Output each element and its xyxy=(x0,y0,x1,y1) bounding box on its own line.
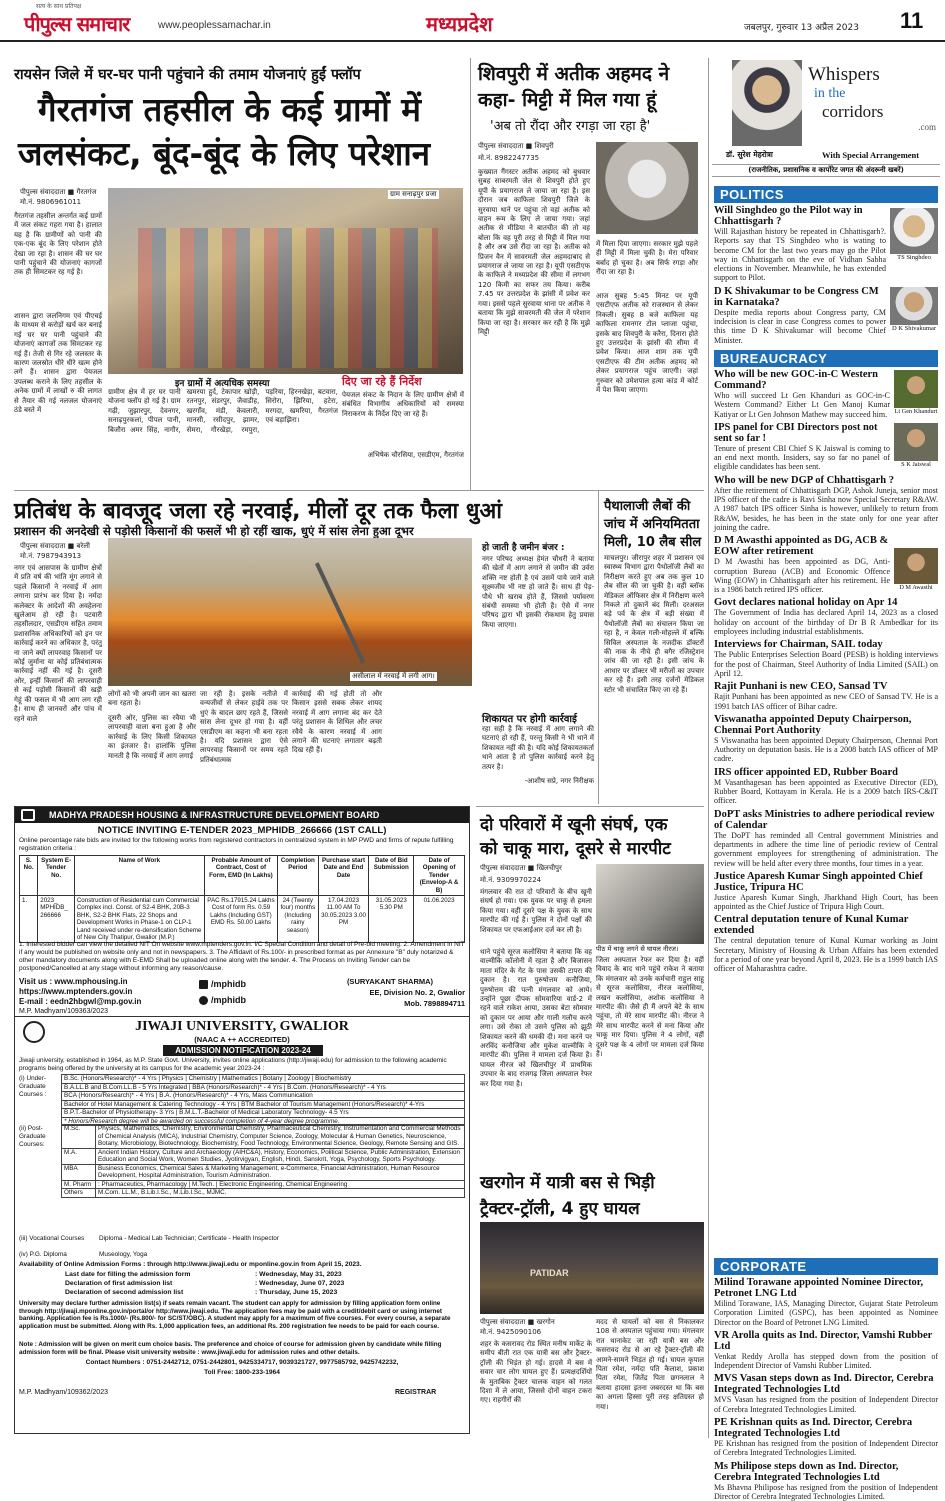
ad2-pg-val: : Pharmaceutics, Pharmacology | M.Tech. | Electronic Engineering, Chemical Engineering xyxy=(96,1180,465,1189)
list-item xyxy=(714,1277,938,1327)
list-item xyxy=(714,419,938,472)
whispers-header xyxy=(712,58,940,162)
bureaucracy-body: M Vasanthagesan has been appointed as Executive Director (ED), Rubber Board, Kottayam in Kerala. He is a 2009 batch IRS-C&IT officer. xyxy=(714,777,938,806)
ad2-pg-key: M. Pharm xyxy=(62,1180,96,1189)
ad1-intro: Online percentage rate bids are invited for the following works from registered contractors in centralized system in MP PWD and firms of repute fulfilling registration criteria : xyxy=(19,837,454,852)
politics-caption: D K Shivakumar xyxy=(891,324,937,332)
corporate-body: Venkat Reddy Arolla has stepped down from the position of Independent Director of Vamshi Rubber Limited. xyxy=(714,1351,938,1371)
list-item xyxy=(714,809,938,868)
ad1-ref: M.P. Madhyam/109363/2023 xyxy=(19,1008,108,1015)
story1-headline-2: जलसंकट, बूंद-बूंद के लिए परेशान xyxy=(18,134,431,173)
ad2-subtitle: (NAAC A ++ ACCREDITED) xyxy=(194,1035,290,1044)
bureaucracy-title: IPS panel for CBI Directors post not sent so far ! xyxy=(714,421,878,444)
whispers-logo-l2: in the xyxy=(814,86,846,101)
ad2-ug-label: (i) Under-Graduate Courses : xyxy=(19,1075,47,1098)
story5-body-3: जिला अस्पताल रेफर कर दिया है। वहीं विवाद के बाद थाने पहुंचे राकेश ने बताया कि मंगलवार को उनके कर्मचारी राहुल साहू से सूरज कलोसिया, नीरज कलोसिया, लखन कलोसिया, अशोक कलोसिया ने मारपीट की। जैसे ही मैं अपने बेटे के साथ पहुंचा, तो मेरे साथ मारपीट की। नीरज ने मेरे साथ मारपीट करने से मना किया और चाकू मार दिया। पुलिस ने 4 लोगों, वहीं दूसरे पक्ष के 4 लोगों पर मामला दर्ज किया है। xyxy=(596,956,704,1059)
story1-byline: पीपुल्स संवाददाता ■ गैरतगंज xyxy=(20,188,97,196)
story6-headline-2: ट्रैक्टर-ट्रॉली, 4 हुए घायल xyxy=(480,1199,640,1219)
ad1-th: Date of Bid Submission xyxy=(369,856,414,896)
bureaucracy-title: Viswanatha appointed Deputy Chairperson, Chennai Port Authority xyxy=(714,713,912,736)
story5-body-2: थाने पहुंचे सूरज कलोसिया ने बताया कि वह वाल्मीकि कॉलोनी में रहता है और बिजासन माता मंदिर के गेट के पास उसकी टापरा की दुकान है। रात पुरुषोत्तम कनौजिया, पुरुषोत्तम की पत्नी मंगलवार को आये। उन्होंने पूछा दीपक सोमवारिया वार्ड-2 में रहने वाले राकेश आया, उसका बेटा सोमवार को दुकान पर आया और गाली गलौच करने लगा। उसे रोका तो उसने पुलिस को झूठी शिकायत करने की धमकी दी। मना करने पर अरविंद कनौजिया और मुकेश वाल्मीकि ने मारपीट की। पुलिस ने मामला दर्ज किया है। घायल नीरज को खिलचीपुर में प्राथमिक उपचार के बाद राजगढ़ जिला अस्पताल रेफर कर दिया गया है। xyxy=(480,948,592,1088)
bureaucracy-body: After the retirement of Chhattisgarh DGP, Ashok Juneja, senior most IPS officer of the cadre is Ravi Sinha now Special Secretary R&AW. A 1987 batch IPS officer Sinha is however, unlikely to return from R&AW, besides, he has been in the state only for one year after joining the cadre. xyxy=(714,485,938,532)
bureaucracy-title: IRS officer appointed ED, Rubber Board xyxy=(714,766,898,778)
ad1-td: 24 (Twenty four) months (Including rainy season) xyxy=(278,896,319,943)
ad2-pg-key: M.Sc. xyxy=(62,1125,96,1149)
ad1-th: System E-Tender No. xyxy=(38,856,75,896)
masthead-logo: पीपुल्स समाचार xyxy=(24,12,130,36)
ad1-td: PAC Rs.17915.24 Lakhs Cost of form Rs. 0.59 Lakhs (Including GST) EMD Rs. 50.00 Lakhs xyxy=(204,896,277,943)
corporate-title: Milind Torawane appointed Nominee Director, Petronet LNG Ltd xyxy=(714,1277,924,1299)
ad2-date-val: : Wednesday, May 31, 2023 xyxy=(255,1271,342,1278)
list-item xyxy=(714,597,938,636)
story5-byline: पीपुल्स संवाददाता ■ खिलचीपुर xyxy=(480,864,562,872)
ad2-pg-val: Business Economics, Chemical Sales & Marketing Management, e-Commerce, Financial Administration, Human Resource Development, Hospital Administration, Tourism Administration. xyxy=(96,1164,465,1180)
ad1-td: 1. xyxy=(20,896,38,943)
bureaucracy-body: Justice Aparesh Kumar Singh, Jharkhand High Court, has been appointed as the Chief Justice of Tripura High Court. xyxy=(714,892,938,912)
ad2-ug-row: Bachelor of Hotel Management & Catering Technology - 4 Yrs | BTM Bachelor of Tourism Management (Honors/Research)* 4-Yrs xyxy=(62,1100,465,1109)
story3-body-1: नगर एवं आसपास के ग्रामीण क्षेत्रों में प्रति वर्ष की भांति मूंग लगाने से पहले किसानों ने नरवाई में आग लगाना प्रारंभ कर दिया है। नर्मदा कलेक्टर के आदेशों की अवहेलना खुलेआम हो रही है। पटवारी तहसीलदार, एसडीएम सहित तमाम प्रशासनिक अधिकारियों को इन पर कार्रवाई करने का अधिकार है, परंतु ना जाने क्यों लापरवाह किसानों पर कोई जुर्माना या कोई प्रतिबंधात्मक कार्रवाई नहीं की गई है। दूसरी ओर, इन्हीं किसानों की लापरवाही से कई पड़ोसी किसानों की खड़ी गेहूं की फसल में भी आग लग रही है। साथ ही जानवरों और पांच में रहने वाले xyxy=(14,564,102,723)
bureaucracy-body: Who will succeed Lt Gen Khanduri as GOC-in-C Western Command? Either Lt Gen Manoj Kumar Katiyar or Lt Gen Johnson Mathew may succeed him. xyxy=(714,391,890,419)
story3-byline: पीपुल्स संवाददाता ■ बरेली xyxy=(20,542,90,550)
ad2-notice: ADMISSION NOTIFICATION 2023-24 xyxy=(163,1045,323,1056)
ad1-email: E-mail : eedn2hbgwl@mp.gov.in xyxy=(19,997,142,1006)
ad2-pg-key: Others xyxy=(62,1189,96,1198)
story6-photo xyxy=(480,1222,704,1314)
story1-sub1-title: इन ग्रामों में अत्यधिक समस्या xyxy=(175,379,270,389)
table-row xyxy=(62,1083,465,1092)
story2-body-1: कुख्यात गैंगस्टर अतीक अहमद को बुधवार सुबह साबरमती जेल से शिवपुरी होते हुए यूपी के प्रयागराज ले जाया जा रहा है। इस दौरान जब काफिला शिवपुरी जिले के सुरवाया थाने पर पहुंचा तो वहां अतीक को वाहन रूम के लिए ले जाया गया। जहां अतीक से मीडिया ने बातचीत की तो वह बोला कि वह पूरी तरह से मिट्टी में मिल गया है और अब उसे रौंदा जा रहा है। अतीक को प्रिजन वैन में सावरमती जेल अहमदाबाद से प्रयागराज ले जाया जा रहा है। यूपी एसटीएफ के काफिले ने मध्यप्रदेश की सीमा में लगभग 120 किमी का सफर तय किया। करीब 7.45 पर उत्तरप्रदेश के झांसी में प्रवेश कर गया। इससे पहले सुरवाया थाना पर अतीक ने बताया कि मुझे सावरमती की जेल में परेशान किया जा रहा है। सरकार कर रही है कि मुझे मिट्टी xyxy=(478,168,590,336)
ad1-td: 31.05.2023 5.30 PM xyxy=(369,896,414,943)
bureaucracy-caption: S K Jaiswal xyxy=(901,460,931,468)
ad2-date-val: : Wednesday, June 07, 2023 xyxy=(255,1280,345,1287)
ad2-note: Note : Admission will be given on merit cum choice basis. The preference and choice of course for admission given by candidate while filling admission form will be final. Please visit university website : www.jiwaji.edu for admission rules and other details. xyxy=(19,1341,442,1356)
politics-body: Will Rajasthan history be repeated in Chhattisgarh?. Reports say that TS Singhdeo who is wating to become CM for the last two years may go the Pilot way in Chhattisgarh on the eve of Vidhan Sabha elections in November. Meanwhile, he has extended support to Pilot. xyxy=(714,227,886,283)
story3-body-5: कार्रवाई की गई होती तो और किसान इससे सबक लेकर शायद नरवाई में आग लगाना बंद कर देते परंतु प्रशासन के शिथिल और लचर रवैये के कारण नरवाई में आग लगाने की घटनाएं लगातार बढ़ती दिख रही हैं। xyxy=(292,690,382,755)
twitter-icon xyxy=(199,996,208,1005)
ad2-tollfree: Toll Free: 1800-233-1964 xyxy=(204,1369,280,1376)
ad1-th: Completion Period xyxy=(278,856,319,896)
story1-body-1: गैरतगंज तहसील अन्तर्गत कई ग्रामों में जल संकट गहरा गया है। हालात यह है कि ग्रामीणों को पानी की एक-एक बूंद के लिए परेशान होते देखा जा रहा है। शासन की घर घर पानी पहुंचाने की योजनाएं कागजों तक ही सिमटकर रह गई है। xyxy=(14,212,102,277)
ad1-notes: 1. Interested bidder can view the detailed NIT On website www.mptenders.gov.in. I/C Special Condition and detail of Pre-bid meeting. 2. Amendment in NIT if any would be published on website only and not in newspapers. 3. The Affidavit of Rs.100/- in prescribed format as per Annexure "B" duly notarized & other mandatory documents along with E-EMD Shall be uploaded online along with the tender. 4. The Process on Inviting Tender can be postponed/Cancelled at any stage without informing any reason/cause. xyxy=(19,941,465,972)
ad2-ref: M.P. Madhyam/109362/2023 xyxy=(19,1389,108,1396)
ad1-social-1[interactable] xyxy=(199,979,246,989)
ad1-social-1-label: /mphidb xyxy=(211,979,246,989)
ad1-th: Name of Work xyxy=(74,856,204,896)
story3-side2-title: शिकायत पर होगी कार्रवाई xyxy=(482,714,577,725)
list-item xyxy=(714,202,938,283)
table-row xyxy=(62,1109,465,1118)
page-number: 11 xyxy=(900,8,924,33)
politics-photo xyxy=(890,208,938,254)
corporate-body: Milind Torawane, IAS, Managing Director, Gujarat State Petroleum Corporation Limited (GSPC), has been appointed as Nominee Director on the Board of Petronet LNG Limited. xyxy=(714,1299,938,1327)
ad2-pg-table xyxy=(61,1124,465,1198)
table-row xyxy=(62,1092,465,1101)
story2-byline: पीपुल्स संवाददाता ■ शिवपुरी xyxy=(478,142,554,150)
story2-photo xyxy=(596,142,698,234)
bureaucracy-title: Govt declares national holiday on Apr 14 xyxy=(714,597,898,609)
ad1-web: https://www.mptenders.gov.in xyxy=(19,987,133,996)
corporate-title: Ms Philipose steps down as Ind. Director, Cerebra Integrated Technologies Ltd xyxy=(714,1460,899,1483)
bureaucracy-title: Rajit Punhani is new CEO, Sansad TV xyxy=(714,681,888,693)
politics-caption: TS Singhdeo xyxy=(897,254,931,261)
story1-sub1-body: ग्रामीण क्षेत्र में हर घर पानी योजना फ्लॉप हो गई है। ग्राम गढ़ी, जुझारपुर, देवनगर, सनाढ़पुरकलां, पीपल पानी, बिजौरा अमर सिंह, नागौर, खमरया हुर्द, टेकापार खोड़ी, रतनपुर, संडरपुर, जैवाडीह, खरगाँव, मंडी, केवलारी, मानसी, रसीदपुर, झामर, सेमरा, गौरखेड़ा, रमपुरा, पड़रिया, हिरनखेड़ा, बटवारा, सिरोरा, झिरिया, हटेरा, मरगदा, खमरिया, गैरतगंज एवं बड़ाझिरा। xyxy=(108,388,338,434)
list-item xyxy=(714,1417,938,1458)
story1-headline-1: गैरतगंज तहसील के कई ग्रामों में xyxy=(38,90,422,129)
corporate-title: PE Krishnan quits as Ind. Director, Cerebra Integrated Technologies Ltd xyxy=(714,1417,913,1440)
story3-headline: प्रतिबंध के बावजूद जला रहे नरवाई, मीलों दूर तक फैला धुआं xyxy=(14,499,502,524)
ad2-ug-row: BCA (Honors/Research)* - 4 Yrs | B.A. (Honors/Research)* - 4 Yrs, Mass Communication xyxy=(62,1092,465,1101)
ad2-title: JIWAJI UNIVERSITY, GWALIOR xyxy=(135,1019,349,1034)
story3-side-title: हो जाती है जमीन बंजर : xyxy=(482,543,565,553)
table-row xyxy=(62,1148,465,1164)
story4-headline-1: पैथालाजी लैबों की xyxy=(604,499,691,514)
divider xyxy=(598,490,599,804)
ad2-pg-val: M.Com. LL.M., B.Lib.I.Sc., M.Lib.I.Sc., MJMC. xyxy=(96,1189,465,1198)
ad1-signer-mob: Mob. 7898894711 xyxy=(404,999,465,1008)
story3-side2-sign: -आशीष सप्रे, नगर निरीक्षक xyxy=(524,777,594,785)
columnist-photo xyxy=(732,60,802,146)
list-item xyxy=(714,366,938,419)
bus-label: PATIDAR xyxy=(530,1268,569,1278)
ad1-social-2[interactable] xyxy=(199,995,246,1005)
story3-side2-body: रहा सही है कि नरवाई में आग लगाने की घटनाएं हो रही हैं, परन्तु किसी ने भी थाने में शिकायत नहीं की है। यदि कोई शिकायतकर्ता थाने आता है तो पुलिस कार्रवाई करने हेतु तत्पर है। xyxy=(482,725,594,771)
story3-deck: प्रशासन की अनदेखी से पड़ोसी किसानों की फसलें भी हो रहीं खाक, धुएं में सांस लेना हुआ दूभर xyxy=(14,524,414,538)
list-item xyxy=(714,475,938,532)
ad2-ug-row: B.Sc. (Honors/Research)* - 4 Yrs | Physics | Chemistry | Mathematics | Botany | Zoology | Biochemistry xyxy=(62,1075,465,1084)
story1-kicker: रायसेन जिले में घर-घर पानी पहुंचाने की तमाम योजनाएं हुईं फ्लॉप xyxy=(14,67,361,83)
story3-photo xyxy=(108,538,472,686)
table-row xyxy=(62,1125,465,1149)
story2-headline-1: शिवपुरी में अतीक अहमद ने xyxy=(478,63,670,85)
list-item xyxy=(714,914,938,973)
story3-mobile: मो.नं. 7987943913 xyxy=(20,552,82,560)
politics-title: Will Singhdeo go the Pilot way in Chhattisgarh ? xyxy=(714,205,863,227)
ad2-ug-row: * Honors/Research degree will be awarded on successful completion of 4-year degree programme. xyxy=(62,1117,465,1126)
photo-figures xyxy=(138,228,438,368)
bureaucracy-body: The Public Enterprises Selection Board (PESB) is holding interviews for the post of Chairman, Steel Authority of India Limited (SAIL) on April 12. xyxy=(714,650,938,678)
story2-headline-2: कहा- मिट्टी में मिल गया हूं xyxy=(478,89,657,111)
story5-headline-2: को चाकू मारा, दूसरे से मारपीट xyxy=(480,839,671,859)
list-item xyxy=(714,283,938,345)
ad1-td: 17.04.2023 11.00 AM To 30.05.2023 3.00 PM xyxy=(318,896,369,943)
list-item xyxy=(714,767,938,806)
bureaucracy-title: Justice Aparesh Kumar Singh appointed Chief Justice, Tripura HC xyxy=(714,870,923,893)
ad1-signer-desig: EE, Division No. 2, Gwalior xyxy=(369,988,465,997)
story4-headline-3: मिली, 10 लैब सील xyxy=(604,535,702,550)
table-row xyxy=(62,1075,465,1084)
story5-photo-caption: पीठ में चाकू लगने से घायल नीरज। xyxy=(596,945,679,953)
ad2-pg-val: Ancient Indian History, Culture and Archaeology (AIHC&A), History, Economics, Political Science, Public Administration, Extension Education and Social Work, Women Studies, Jyotirvigyan, English, Hindi, Sanskrit, Yoga, Psychology, Sports Psychology. xyxy=(96,1148,465,1164)
story6-body-1: शहर के कसरावद रोड स्थित मनीष मार्केट के समीप बीती रात एक यात्री बस और ट्रैक्टर-ट्रॉली की भिड़ंत हो गई। हादसे में बस में सवार चार लोग घायल हुए हैं। प्रत्यक्षदर्शियों के मुताबिक ट्रैक्टर चालक वाहन को गलत दिशा में ले आया, जिससे दोनों वाहन टकरा गए। राहगीरों की xyxy=(480,1340,592,1405)
ad2-pgd-val: Museology, Yoga xyxy=(99,1251,148,1258)
table-row xyxy=(62,1189,465,1198)
whispers-logo-l1: Whispers xyxy=(808,64,880,85)
divider xyxy=(476,806,704,807)
bureaucracy-title: Who will be new DGP of Chhattisgarh ? xyxy=(714,474,894,486)
ad1-td: 01.06.2023 xyxy=(414,896,465,943)
corporate-body: Ms Bhavna Philipose has resigned from the position of Independent Director of Cerebra Integrated Technologies Limited. xyxy=(714,1482,938,1501)
whispers-logo xyxy=(808,64,936,144)
story5-mobile: मो.नं. 9309970224 xyxy=(480,876,542,884)
story2-body-2: में मिला दिया जाएगा। सरकार मुझे पहले ही मिट्टी में मिला चुकी है। मेरा परिवार बर्बाद हो चुका है। अब सिर्फ रगड़ा और रौंदा जा रहा है। xyxy=(596,240,698,277)
story1-photo-credit: ग्राम सनाढ़पुर प्रजा xyxy=(390,190,437,198)
bureaucracy-title: D M Awasthi appointed as DG, ACB & EOW after retirement xyxy=(714,535,889,558)
politics-photo xyxy=(890,287,938,325)
ad2-ug-row: B.P.T.-Bachelor of Physiotherapy- 3 Yrs | B.M.L.T.-Bachelor of Medical Laboratory Technology- 4.5 Yrs xyxy=(62,1109,465,1118)
ad1-org: MADHYA PRADESH HOUSING & INFRASTRUCTURE DEVELOPMENT BOARD xyxy=(49,810,380,820)
table-row xyxy=(62,1180,465,1189)
ad1-signer: (SURYAKANT SHARMA) xyxy=(346,977,434,986)
story6-headline-1: खरगोन में यात्री बस से भिड़ी xyxy=(480,1173,655,1193)
story4-body: माचलपुर। जीरापुर शहर में प्रशासन एवं स्वास्थ्य विभाग द्वारा पैथोलॉजी लैबों का निरीक्षण करते हुए अब तक कुल 10 लैब सील की जा चुकी है। वहीं ब्लॉक मेडिकल ऑफिसर क्षेत्र में निरीक्षण करने निकले तो दुकानें बंद मिलीं। दरअसल बड़े पर्व के क्षेत्र में बड़ी संख्या में पैथोलॉजी लैबों का संचालन किया जा रहा है, न केवल गली-मोहल्ले में बल्कि सिविल अस्पताल के नजदीक डॉक्टरों की नाक के नीचे ही बगैर रजिस्ट्रेशन जांच की जा रही है। इसी जांच के आधार पर डॉक्टर भी मरीजों का उपचार कर रहे हैं। इसी तरह दर्जनों मेडिकल स्टोर भी संचालित किए जा रहे हैं। xyxy=(604,554,704,694)
ad2-voc-label: (iii) Vocational Courses xyxy=(19,1235,85,1242)
ad1-visit: Visit us : www.mphousing.in xyxy=(19,977,128,986)
divider xyxy=(708,58,709,1438)
bureaucracy-caption: D M Awasthi xyxy=(899,584,933,592)
story3-body-4: जा रही है। इसके नतीजे में वन्यजीवों से लेकर हाईवे तक पर धुएं के बादल छाए रहते हैं, जिससे सांस लेना दूभर हो गया है। वहीं एसडीएम का कहना भी बना रहता है। यदि प्रशासन द्वारा ऐसे लापरवाह किसानों पर समय रहते प्रतिबंधात्मक xyxy=(200,690,288,764)
list-item xyxy=(714,1461,938,1501)
story2-mobile: मो.नं. 8982247735 xyxy=(478,154,540,162)
bureaucracy-photo xyxy=(894,548,938,584)
story5-photo xyxy=(596,864,704,944)
ad2-contact: Contact Numbers : 0751-2442712, 0751-2442801, 9425334717, 9039321727, 9977585792, 9425742232, xyxy=(85,1359,399,1366)
ad2-intro: Jiwaji university, established in 1964, as M.P. State Govt. University, invites online applications (http://jiwaji.edu) for admission to the following academic programs being offered by the university at its campus for the academic year 2023-24 : xyxy=(19,1057,447,1072)
ad2-date-key: Last date for filling the admission form xyxy=(65,1271,191,1278)
divider xyxy=(14,490,704,491)
ad2-registrar: REGISTRAR xyxy=(395,1389,437,1396)
ad2-ug-row: B.A.LL.B and B.Com.LL.B - 5 Yrs Integrated | BBA (Honors/Research)* - 4 Yrs | B.Com. (Honors/Research)* - 4 Yrs xyxy=(62,1083,465,1092)
story2-quote: 'अब तो रौंदा और रगड़ा जा रहा है' xyxy=(490,119,651,134)
photo-pylon xyxy=(315,562,365,663)
bureaucracy-body: The DoPT has reminded all Central government Ministries and departments in adhere the time line of periodic review of Central government employees for strengthening of administration. The review will be held after every three months, four times in a year. xyxy=(714,830,938,868)
corporate-section xyxy=(714,1274,938,1501)
corporate-body: PE Krishnan has resigned from the position of Independent Director of Cerebra Integrated Technologies Limited. xyxy=(714,1439,938,1458)
ad2-pg-key: M.A. xyxy=(62,1148,96,1164)
story3-body-3: दूसरी ओर, पुलिस का रवैया भी लापरवाही वाला बना हुआ है और कार्रवाई के लिए किसी शिकायत का इंतजार है। हालांकि पुलिस मानती है कि नरवाई में आग लगाई xyxy=(108,714,196,760)
ad1-td: 2023_ MPHIDB_ 266666 xyxy=(38,896,75,943)
bureaucracy-caption: Lt Gen Khanduri xyxy=(894,408,938,415)
ad2-pg-val: Physics, Mathematics, Chemistry, Environmental Chemistry, Pharmaceutical Chemistry, Instrumentation and Commercial Methods of Chemical Analysis (MICA), Industrial Chemistry, Computer Science, Zoology, Molecular & Human Genetics, Neuroscience, Botany, Microbiology, Biotechnology, Biochemistry, Food Technology, Environmental Science, Geology, Remote Sensing and GIS. xyxy=(96,1125,465,1149)
ad2-date-key: Declaration of first admission list xyxy=(65,1280,173,1287)
ad1-social-2-label: /mphidb xyxy=(211,995,246,1005)
columnist-name: डॉ. सुरेश मेहरोत्रा xyxy=(726,150,773,159)
masthead xyxy=(0,0,945,42)
bureaucracy-header: BUREAUCRACY xyxy=(714,350,938,367)
list-item xyxy=(714,714,938,764)
politics-title: D K Shivakumar to be Congress CM in Karnataka? xyxy=(714,285,879,308)
table-row xyxy=(62,1100,465,1109)
whispers-logo-l3: corridors xyxy=(822,102,884,121)
story6-byline: पीपुल्स संवाददाता ■ खरगोन xyxy=(480,1318,555,1326)
ad2-date-key: Declaration of second admission list xyxy=(65,1289,184,1296)
list-item xyxy=(714,681,938,711)
whispers-tagline: (राजनीतिक, प्रशासनिक व कार्पोरेट जगत की अंदरूनी खबरें) xyxy=(712,164,940,177)
ad1-notice: NOTICE INVITING E-TENDER 2023_MPHIDB_266666 (1ST CALL) xyxy=(97,825,387,836)
story1-body-2: शासन द्वारा जलनिगम एवं पीएचई के माध्यम से करोड़ों खर्च कर बनाई गई घर घर पानी पहुंचाने की योजनाएं कागजों तक सिमटकर रह गई हैं। तेजी से गिर रहे जलस्तर के कारण जलस्रोत धीरे धीरे खत्म होने लगे हैं। शासन द्वारा पेयजल उपलब्ध कराने के लिए तहसील के अनेक ग्रामों में लाखों रु की लागत से तैयार की गई नलजल योजनाएं ठंडे बस्ते में xyxy=(14,312,102,415)
bureaucracy-photo xyxy=(894,370,938,408)
story3-side-body: नगर परिषद अध्यक्ष हेमंत चौधरी ने बताया की खेतों में आग लगाने से जमीन की उर्वरा शक्ति नष्ट होती है एवं उसमें पाये जाने वाले सूक्ष्मजीव भी नष्ट हो जाते हैं। साथ ही पेड़-पौधे भी खराब होते हैं, जिससे पर्यावरण संबंधी समस्या भी होती है। ऐसे में नगर परिषद द्वारा भी इसकी रोकथाम हेतु प्रयास किया जाएगा। xyxy=(482,555,594,629)
story1-photo xyxy=(108,188,463,374)
bureaucracy-section xyxy=(714,366,938,1256)
bureaucracy-body: D M Awasthi has been appointed as DG, Anti-corruption Bureau (ACB) and Economic Offence Wing (EOW) in Chhattisgarh after his retirement. He is a 1986 batch retired IPS officer. xyxy=(714,557,890,595)
story1-sub2-body: पेयजल संकट के निदान के लिए ग्रामीण क्षेत्रों में संबंधित विभागीय अधिकारियों को समस्या निराकरण के निर्देश दिए जा रहे हैं। xyxy=(342,391,464,418)
story6-body-2: मदद से घायलों को बस से निकालकर 108 से अस्पताल पहुंचाया गया। मंगलवार रात थानाकेट जा रही यात्री बस और कसरावद रोड से आ रहे ट्रैक्टर-ट्रॉली की आमने-सामने भिड़ंत हो गई। घायल कृपाल पिता रमेश, नर्मदा पति कैलाश, प्रकाश पिता रमेश, जितेंद्र पिता छगनलाल ने बताया हादसा इतना जबरदस्त था कि बस का अगला हिस्सा पूरी तरह क्षतिग्रस्त हो गया। xyxy=(596,1318,704,1411)
bureaucracy-title: Interviews for Chairman, SAIL today xyxy=(714,639,883,651)
masthead-url: www.peoplessamachar.in xyxy=(158,20,271,31)
section-name: मध्यप्रदेश xyxy=(426,12,493,36)
divider xyxy=(470,58,471,490)
list-item xyxy=(714,1373,938,1414)
facebook-icon xyxy=(199,980,208,989)
story4-headline-2: जांच में अनियमितता xyxy=(604,517,700,532)
ad1-th: Date of Opening of Tender (Envelop-A & B) xyxy=(414,856,465,896)
politics-body: Despite media reports about Congress party, CM indecision is clear in case Congress comes to power this time D K Shivakumar will become Chief Minister. xyxy=(714,307,886,345)
story3-side xyxy=(482,540,594,802)
story5-headline-1: दो परिवारों में खूनी संघर्ष, एक xyxy=(480,815,668,835)
ad2-availability: Availability of Online Admission Forms : through http://www.jiwaji.edu or mponline.gov.in from April 15, 2023. xyxy=(19,1261,362,1268)
ad1-table-header xyxy=(20,856,465,896)
ad2-pg-label: (ii) Post-Graduate Courses: xyxy=(19,1125,46,1148)
bureaucracy-body: Rajit Punhani has been appointed as new CEO of Sansad TV. He is a 1991 batch IAS officer of Bihar cadre. xyxy=(714,692,938,711)
bureaucracy-body: The Government of India has declared April 14, 2023 as a closed holiday on account of the birthday of Dr B R Ambedkar for its employees including industrial establishments. xyxy=(714,608,938,637)
whispers-logo-l4: .com xyxy=(918,122,936,132)
corporate-body: MVS Vasan has resigned from the position of Independent Director of Cerebra Integrated Technologies Limited. xyxy=(714,1395,938,1414)
story3-photo-caption: असीलाल में नरवाई में लगी आग। xyxy=(352,672,435,680)
politics-header: POLITICS xyxy=(714,186,938,203)
bureaucracy-body: The central deputation tenure of Kunal Kumar working as Joint Secretary, Ministry of Housing & Urban Affairs has been extended for a period of one year beyond April 8, 2023. He is a 1999 batch IAS officer of Maharashtra cadre. xyxy=(714,936,938,974)
ad1-th: S. No. xyxy=(20,856,38,896)
masthead-tagline: सत्य के साथ प्रतिपक्ष xyxy=(36,3,82,10)
bureaucracy-title: DoPT asks Ministries to adhere periodical review of Calendar xyxy=(714,808,935,831)
story6-mobile: मो.नं. 9425090106 xyxy=(480,1328,542,1336)
story1-sub2-box xyxy=(342,374,464,484)
story2-body-3: आज सुबह 5:45 मिनट पर यूपी एसटीएफ अतीक को राजस्थान से लेकर निकली। सुबह 8 बजे काफिला यह काफिला रामनगर टोल प्लाजा पहुंचा, इसके बाद शिवपुरी के करैरा, दिनारा होते हुए उत्तरप्रदेश के झांसी की सीमा में प्रवेश किया। आज शाम तक यूपी एसटीएफ की टीम अतीक अहमद को लेकर प्रयागराज पहुंच जाएगी। जहां गुरुवार को उमेशपाल हत्या कांड में कोर्ट में पेश किया जाएगा। xyxy=(596,292,698,395)
list-item xyxy=(714,1330,938,1371)
list-item xyxy=(714,532,938,594)
ad1-th: Probable Amount of Contract, Cost of Form, EMD (In Lakhs) xyxy=(204,856,277,896)
ad2-pg-key: MBA xyxy=(62,1164,96,1180)
story5-body-1: मंगलवार की रात दो परिवारों के बीच खूनी संघर्ष हो गया। एक युवक पर चाकू से हमला किया गया। वहीं दूसरे पक्ष के युवक के साथ मारपीट की गई है। पुलिस ने दोनों पक्षों की शिकायत पर एफआईआर दर्ज कर ली है। xyxy=(480,888,592,934)
bureaucracy-title: Who will be new GOC-in-C Western Command? xyxy=(714,369,879,391)
ad2-date-val: : Thursday, June 15, 2023 xyxy=(255,1289,338,1296)
story1-sub2-sign: अभिषेक चौरसिया, एसडीएम, गैरतगंज xyxy=(367,451,464,459)
ad2-ug-table xyxy=(61,1074,465,1126)
ad1-th: Purchase start Date and End Date xyxy=(318,856,369,896)
ad1-td: Construction of Residential cum Commercial Complex incl. Const. of S2-4 BHK, 20B-3 BHK, S2-2 BHK Flats, 22 Shops and Development Works in Phase-1 on CLP-1 Land received under re-densification Scheme of New City Thatipur, Gwalior (M.P.) xyxy=(74,896,204,943)
ad-jiwaji xyxy=(14,1016,470,1434)
bureaucracy-body: Tenure of present CBI Chief S K Jaiswal is coming to an end next month. Insiders, say so far no panel of eligible candidates has been sent. xyxy=(714,443,890,472)
ad2-body: University may declare further admission list(s) if seats remain vacant. The student can apply for admission by filling application form online through http://jiwaji.mponline.gov.in/portal/or http://www.jiwaji.edu. The application fees may be paid with a credit/debit card or using internet banking. Application fee is Rs.1000/- (Rs.800/- for SC/ST/OBC). A student may apply for a maximum of five courses. For every course, a separate application must be submitted. Along with Rs. 1,000 application fees, an additional Rs. 200 registration fee needs to be paid for each course. xyxy=(19,1300,451,1331)
corporate-title: VR Arolla quits as Ind. Director, Vamshi Rubber Ltd xyxy=(714,1329,933,1352)
corporate-header: CORPORATE xyxy=(714,1258,938,1275)
table-row xyxy=(20,896,465,943)
ad1-table xyxy=(19,855,465,943)
story1-sub2-title: दिए जा रहे हैं निर्देश xyxy=(342,375,422,388)
dateline: जबलपुर, गुरुवार 13 अप्रैल 2023 xyxy=(744,23,859,33)
ad2-voc-val: Diploma - Medical Lab Technician; Certificate - Health Inspector xyxy=(99,1235,279,1242)
ad2-pgd-label: (iv) P.G. Diploma xyxy=(19,1251,67,1258)
ad1-logo-icon xyxy=(21,809,35,821)
corporate-title: MVS Vasan steps down as Ind. Director, Cerebra Integrated Technologies Ltd xyxy=(714,1373,934,1396)
bureaucracy-body: S Viswanatha has been appointed Deputy Chairperson, Chennai Port Authority on deputation basis. He is a 2008 batch IAS officer of MP cadre. xyxy=(714,735,938,764)
story1-mobile: मो.नं. 9806961011 xyxy=(20,198,82,206)
bureaucracy-photo xyxy=(894,423,938,461)
list-item xyxy=(714,871,938,912)
table-row xyxy=(62,1164,465,1180)
whispers-arrangement: With Special Arrangement xyxy=(822,150,920,160)
politics-section xyxy=(714,202,938,348)
story3-body-2: लोगों को भी अपनी जान का खतरा बना रहता है। xyxy=(108,690,196,708)
list-item xyxy=(714,639,938,678)
bureaucracy-title: Central deputation tenure of Kunal Kumar extended xyxy=(714,914,909,937)
ad1-org-bar xyxy=(15,807,469,823)
